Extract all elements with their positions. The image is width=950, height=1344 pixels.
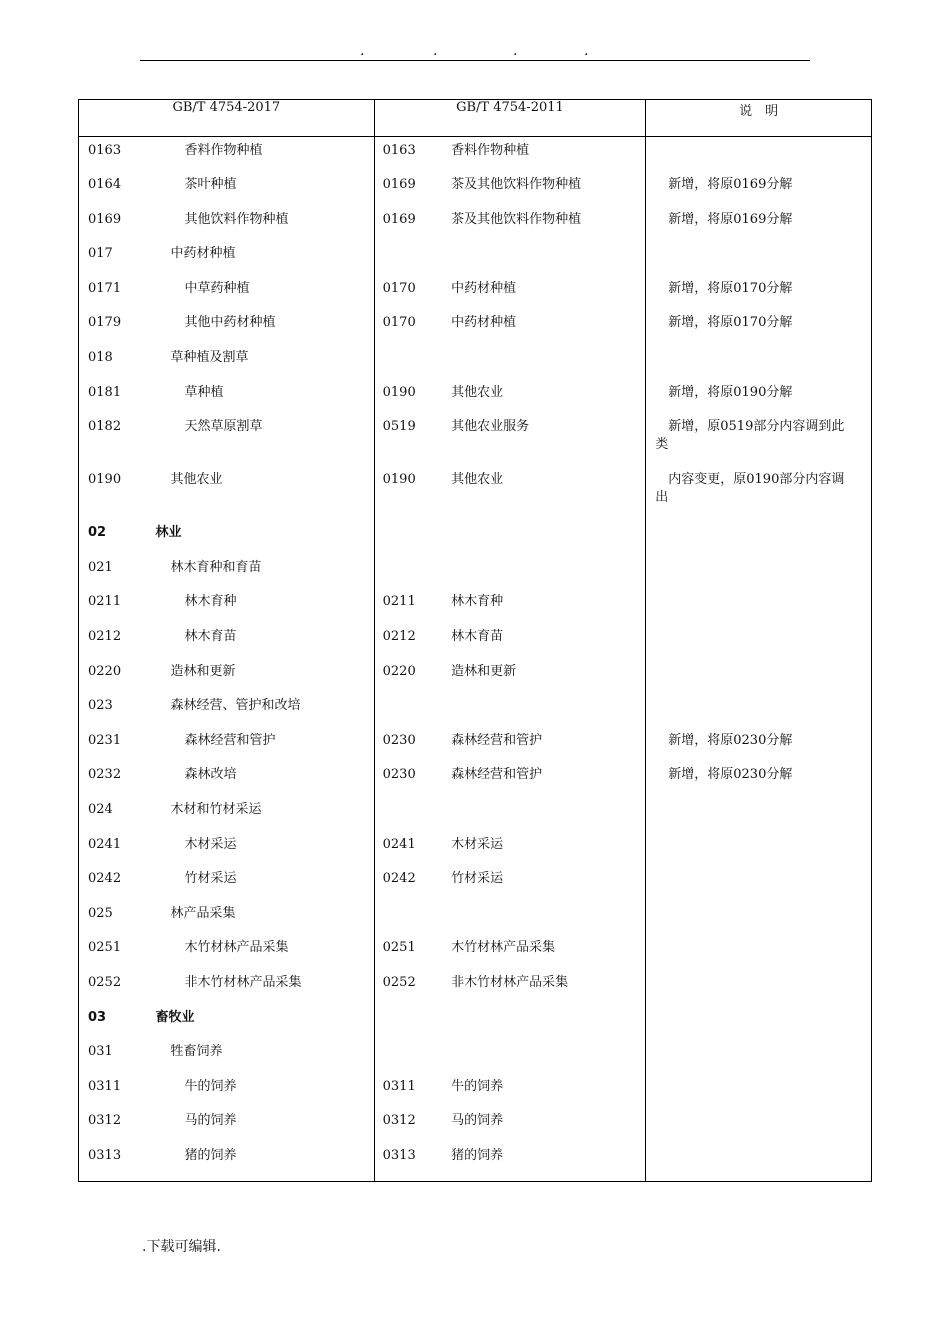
row-name-2017: 香料作物种植	[146, 137, 374, 172]
row-name-2011: 竹材采运	[428, 865, 646, 900]
row-name-2011: 中药材种植	[428, 309, 646, 344]
row-code-2017: 0164	[79, 171, 147, 206]
row-note: 新增，将原0230分解	[646, 727, 872, 762]
row-code-2017: 017	[79, 240, 147, 275]
row-note: 新增，将原0169分解	[646, 206, 872, 241]
row-code-2011	[374, 796, 428, 831]
row-code-2017: 0242	[79, 865, 147, 900]
row-name-2011: 木材采运	[428, 831, 646, 866]
row-code-2011	[374, 519, 428, 554]
row-name-2017: 天然草原割草	[146, 413, 374, 466]
row-note	[646, 554, 872, 589]
row-code-2017: 025	[79, 900, 147, 935]
row-code-2011	[374, 692, 428, 727]
row-name-2017: 中草药种植	[146, 275, 374, 310]
table-row	[79, 796, 872, 831]
row-code-2017: 0169	[79, 206, 147, 241]
row-name-2011: 香料作物种植	[428, 137, 646, 172]
header-dot: .	[584, 43, 589, 59]
row-name-2011	[428, 344, 646, 379]
row-name-2017: 牛的饲养	[146, 1073, 374, 1108]
row-code-2017: 0212	[79, 623, 147, 658]
table-row	[79, 1142, 872, 1182]
row-code-2011: 0312	[382, 1113, 416, 1129]
row-code-2011: 0311	[382, 1078, 416, 1094]
row-name-2017: 其他中药材种植	[146, 309, 374, 344]
table-row	[79, 692, 872, 727]
table-row	[79, 865, 872, 900]
row-code-2017: 0211	[79, 588, 147, 623]
row-note	[646, 519, 872, 554]
row-name-2011: 其他农业服务	[428, 413, 646, 466]
row-name-2017: 竹材采运	[146, 865, 374, 900]
row-name-2011: 其他农业	[428, 466, 646, 519]
row-name-2011	[428, 1038, 646, 1073]
row-code-2011	[374, 554, 428, 589]
row-code-2011: 0212	[382, 629, 416, 645]
row-name-2011	[428, 796, 646, 831]
row-name-2017: 其他饮料作物种植	[146, 206, 374, 241]
table-row	[79, 275, 872, 310]
row-note: 新增，将原0170分解	[646, 309, 872, 344]
row-note	[646, 1073, 872, 1108]
table-row	[79, 344, 872, 379]
row-name-2017: 马的饲养	[146, 1107, 374, 1142]
row-code-2017: 0231	[79, 727, 147, 762]
row-name-2017: 畜牧业	[146, 1004, 374, 1039]
header-notes: 说 明	[646, 100, 872, 137]
row-note	[646, 1004, 872, 1039]
row-name-2011: 林木育种	[428, 588, 646, 623]
table-row	[79, 413, 872, 466]
row-code-2011: 0313	[374, 1142, 428, 1182]
row-note	[646, 137, 872, 172]
row-name-2017: 木材采运	[146, 831, 374, 866]
row-code-2017: 0252	[79, 969, 147, 1004]
row-code-2017: 0312	[79, 1107, 147, 1142]
table-row	[79, 934, 872, 969]
table-row	[79, 623, 872, 658]
row-note	[646, 1142, 872, 1182]
row-code-2017: 0232	[79, 761, 147, 796]
row-note	[646, 588, 872, 623]
row-note: 新增，将原0230分解	[646, 761, 872, 796]
table-row	[79, 206, 872, 241]
row-name-2017: 森林改培	[146, 761, 374, 796]
row-name-2017: 林产品采集	[146, 900, 374, 935]
row-code-2011: 0170	[382, 315, 416, 331]
row-name-2011: 茶及其他饮料作物种植	[428, 171, 646, 206]
row-code-2011: 0220	[382, 663, 416, 679]
row-code-2011: 0190	[382, 384, 416, 400]
row-code-2017: 0181	[79, 379, 147, 414]
table-row	[79, 1107, 872, 1142]
table-row	[79, 761, 872, 796]
table-row	[79, 658, 872, 693]
row-code-2017: 0179	[79, 309, 147, 344]
row-note	[646, 1038, 872, 1073]
row-code-2011: 0170	[382, 280, 416, 296]
header-gbt-2011: GB/T 4754-2011	[374, 100, 646, 137]
header-dot: .	[433, 43, 438, 59]
table-row	[79, 379, 872, 414]
row-note: 内容变更，原0190部分内容调出	[646, 466, 872, 519]
table-row	[79, 466, 872, 519]
row-code-2017: 0241	[79, 831, 147, 866]
row-note	[646, 623, 872, 658]
row-name-2017: 森林经营、管护和改培	[146, 692, 374, 727]
table-row	[79, 1004, 872, 1039]
table-row	[79, 519, 872, 554]
page-header-rule	[140, 44, 810, 61]
row-name-2017: 猪的饲养	[146, 1142, 374, 1182]
row-name-2017: 林木育苗	[146, 623, 374, 658]
row-code-2011	[374, 344, 428, 379]
row-code-2017: 024	[79, 796, 147, 831]
row-name-2017: 茶叶种植	[146, 171, 374, 206]
row-note: 新增，原0519部分内容调到此类	[646, 413, 872, 466]
row-note	[646, 344, 872, 379]
row-name-2011	[428, 900, 646, 935]
row-name-2017: 林木育种	[146, 588, 374, 623]
row-note	[646, 796, 872, 831]
row-code-2017: 0171	[79, 275, 147, 310]
row-name-2017: 草种植及割草	[146, 344, 374, 379]
row-code-2017: 0190	[79, 466, 147, 519]
row-code-2017: 0251	[79, 934, 147, 969]
row-name-2011: 木竹材林产品采集	[428, 934, 646, 969]
row-note	[646, 900, 872, 935]
table-row	[79, 1038, 872, 1073]
table-row	[79, 554, 872, 589]
row-name-2017: 林业	[146, 519, 374, 554]
row-code-2011: 0252	[382, 974, 416, 990]
row-name-2017: 其他农业	[146, 466, 374, 519]
row-name-2017: 非木竹材林产品采集	[146, 969, 374, 1004]
row-code-2011: 0251	[382, 940, 416, 956]
header-dot: .	[360, 43, 365, 59]
row-name-2017: 林木育种和育苗	[146, 554, 374, 589]
table-row	[79, 900, 872, 935]
row-note	[646, 969, 872, 1004]
row-code-2011: 0169	[382, 211, 416, 227]
row-note: 新增，将原0169分解	[646, 171, 872, 206]
table-row	[79, 969, 872, 1004]
row-name-2011	[428, 692, 646, 727]
row-name-2011: 其他农业	[428, 379, 646, 414]
row-name-2011	[428, 519, 646, 554]
table-row	[79, 240, 872, 275]
row-note	[646, 692, 872, 727]
row-name-2017: 森林经营和管护	[146, 727, 374, 762]
row-code-2017: 023	[79, 692, 147, 727]
row-code-2011: 0242	[382, 871, 416, 887]
table-row	[79, 171, 872, 206]
row-name-2017: 造林和更新	[146, 658, 374, 693]
row-code-2017: 0220	[79, 658, 147, 693]
row-code-2011: 0230	[382, 767, 416, 783]
row-code-2011	[374, 900, 428, 935]
row-name-2017: 牲畜饲养	[146, 1038, 374, 1073]
row-name-2011: 森林经营和管护	[428, 761, 646, 796]
table-row	[79, 727, 872, 762]
header-gbt-2017: GB/T 4754-2017	[79, 100, 375, 137]
row-code-2011	[374, 1038, 428, 1073]
row-code-2011: 0519	[382, 419, 416, 435]
row-name-2011: 森林经营和管护	[428, 727, 646, 762]
table-row	[79, 309, 872, 344]
row-note	[646, 865, 872, 900]
row-code-2011: 0190	[382, 472, 416, 488]
row-code-2017: 02	[79, 519, 147, 554]
row-code-2011	[374, 1004, 428, 1039]
row-note: 新增，将原0190分解	[646, 379, 872, 414]
row-name-2011: 中药材种植	[428, 275, 646, 310]
page-footer: .下载可编辑.	[142, 1239, 221, 1255]
row-code-2017: 0313	[79, 1142, 147, 1182]
row-code-2017: 0311	[79, 1073, 147, 1108]
row-name-2011	[428, 240, 646, 275]
row-name-2011: 林木育苗	[428, 623, 646, 658]
row-note	[646, 658, 872, 693]
row-code-2011	[374, 240, 428, 275]
row-name-2011: 马的饲养	[428, 1107, 646, 1142]
row-code-2017: 0182	[79, 413, 147, 466]
row-code-2011: 0230	[382, 732, 416, 748]
row-name-2017: 草种植	[146, 379, 374, 414]
row-code-2017: 031	[79, 1038, 147, 1073]
row-code-2017: 018	[79, 344, 147, 379]
row-code-2017: 021	[79, 554, 147, 589]
row-note	[646, 1107, 872, 1142]
row-note	[646, 831, 872, 866]
row-note	[646, 934, 872, 969]
row-code-2017: 03	[79, 1004, 147, 1039]
row-name-2011: 猪的饲养	[428, 1142, 646, 1182]
row-note	[646, 240, 872, 275]
row-name-2011: 茶及其他饮料作物种植	[428, 206, 646, 241]
row-code-2011: 0241	[382, 836, 416, 852]
table-body	[79, 137, 872, 1182]
row-name-2017: 中药材种植	[146, 240, 374, 275]
row-name-2011	[428, 1004, 646, 1039]
table-row	[79, 588, 872, 623]
row-code-2011: 0163	[382, 143, 416, 158]
row-name-2017: 木竹材林产品采集	[146, 934, 374, 969]
row-code-2011: 0169	[382, 177, 416, 193]
row-name-2011: 造林和更新	[428, 658, 646, 693]
table-row	[79, 137, 872, 172]
row-code-2017: 0163	[79, 137, 147, 172]
header-dot: .	[513, 43, 518, 59]
row-name-2011: 非木竹材林产品采集	[428, 969, 646, 1004]
row-name-2011: 牛的饲养	[428, 1073, 646, 1108]
row-code-2011: 0211	[382, 594, 416, 610]
row-name-2017: 木材和竹材采运	[146, 796, 374, 831]
row-note: 新增，将原0170分解	[646, 275, 872, 310]
table-row	[79, 831, 872, 866]
table-row	[79, 1073, 872, 1108]
classification-comparison-table	[78, 99, 872, 1182]
row-name-2011	[428, 554, 646, 589]
